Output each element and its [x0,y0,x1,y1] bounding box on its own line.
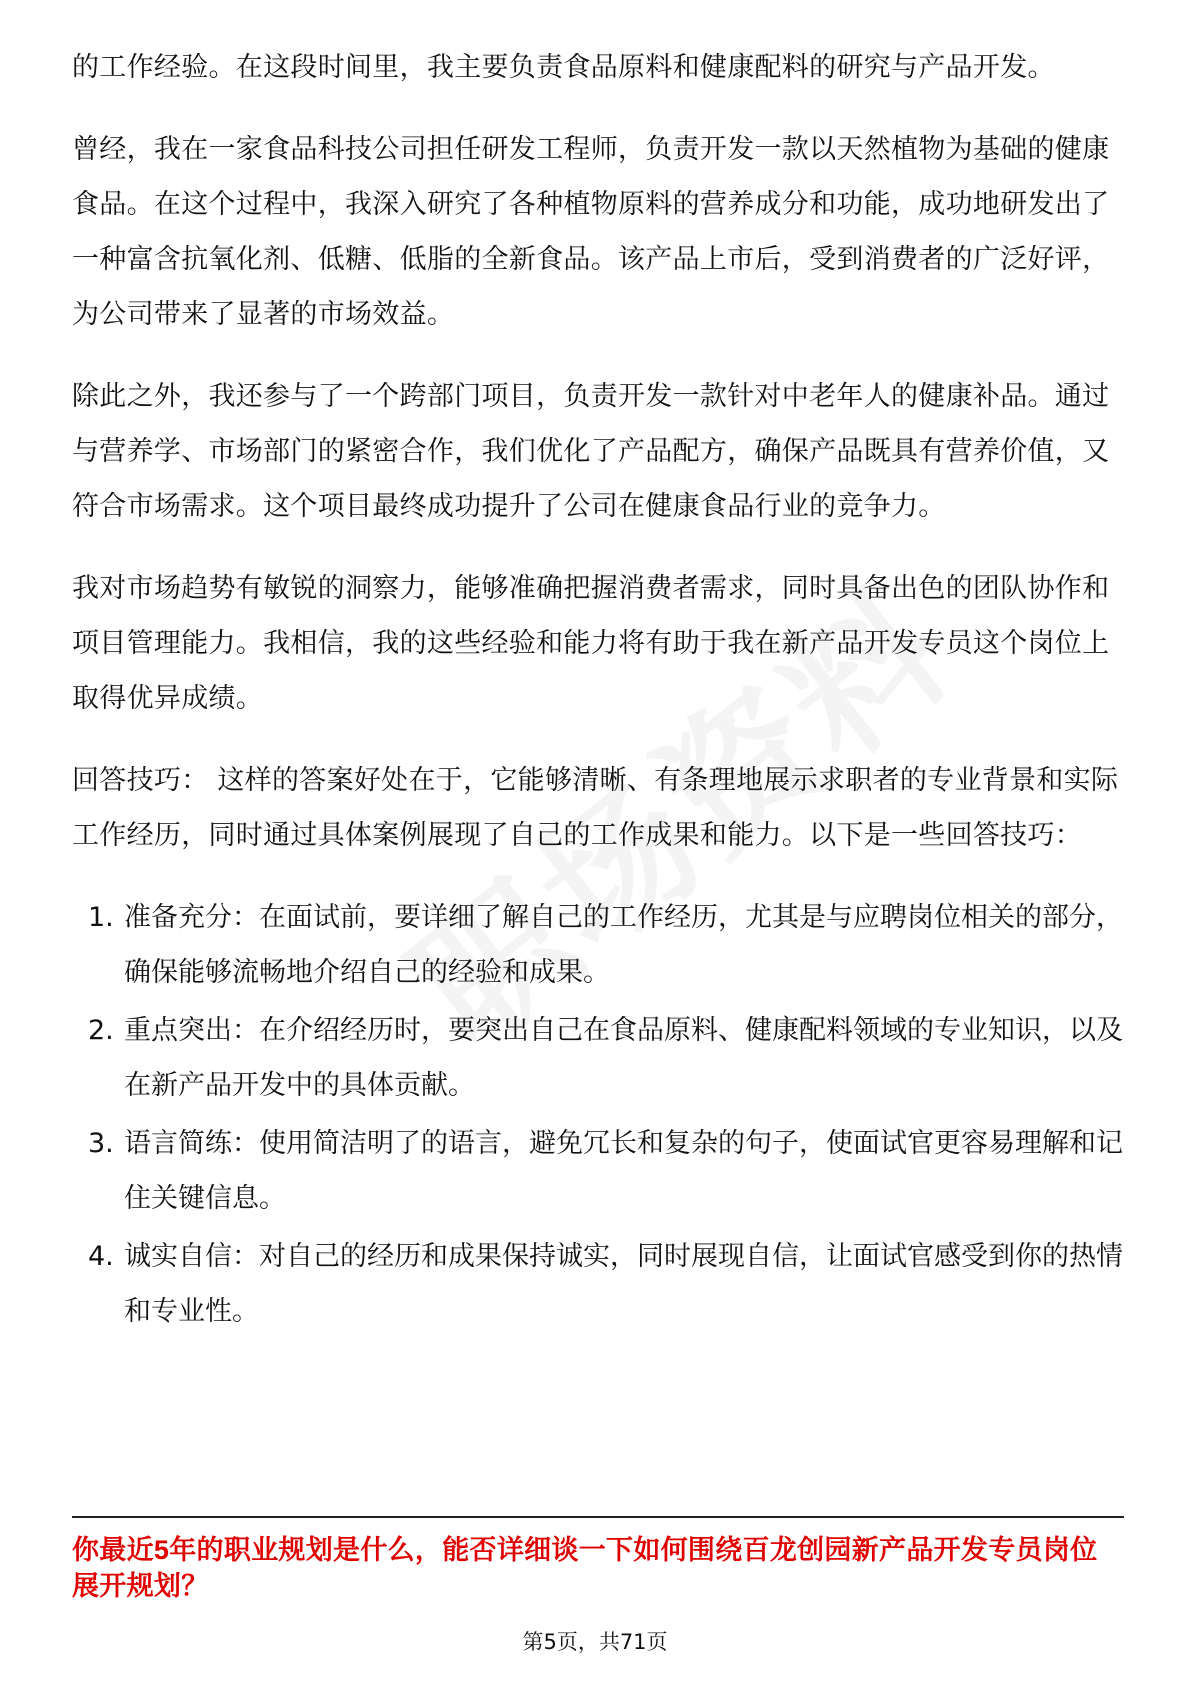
tips-list [72,890,1124,1339]
list-item [72,1116,1124,1226]
page-number-footer: 第5页，共71页 [522,1630,668,1654]
list-item-text: 语言简练：使用简洁明了的语言，避免冗长和复杂的句子，使面试官更容易理解和记住关键信息。 [124,1128,1123,1214]
list-item-number: 3. [88,1128,114,1159]
list-item-text: 诚实自信：对自己的经历和成果保持诚实，同时展现自信，让面试官感受到你的热情和专业性。 [124,1241,1123,1327]
paragraph-answer-tips: 回答技巧： 这样的答案好处在于，它能够清晰、有条理地展示求职者的专业背景和实际工作经历，同时通过具体案例展现了自己的工作成果和能力。以下是一些回答技巧： [72,765,1119,851]
section-divider [72,1516,1124,1518]
page-content [72,40,1124,1342]
paragraph-cross-department: 除此之外，我还参与了一个跨部门项目，负责开发一款针对中老年人的健康补品。通过与营养学、市场部门的紧密合作，我们优化了产品配方，确保产品既具有营养价值，又符合市场需求。这个项目最终成功提升了公司在健康食品行业的竞争力。 [72,381,1110,522]
list-item [72,1229,1124,1339]
list-item-number: 1. [88,902,114,933]
list-item-number: 2. [88,1015,114,1046]
next-question-heading: 你最近5年的职业规划是什么，能否详细谈一下如何围绕百龙创园新产品开发专员岗位展开规划？ [72,1535,1098,1601]
list-item [72,1003,1124,1113]
list-item-text: 重点突出：在介绍经历时，要突出自己在食品原料、健康配料领域的专业知识，以及在新产品开发中的具体贡献。 [124,1015,1123,1101]
list-item [72,890,1124,1000]
list-item-number: 4. [88,1241,114,1272]
paragraph-rd-engineer: 曾经，我在一家食品科技公司担任研发工程师，负责开发一款以天然植物为基础的健康食品。在这个过程中，我深入研究了各种植物原料的营养成分和功能，成功地研发出了一种富含抗氧化剂、低糖、低脂的全新食品。该产品上市后，受到消费者的广泛好评，为公司带来了显著的市场效益。 [72,134,1110,330]
paragraph-abilities: 我对市场趋势有敏锐的洞察力，能够准确把握消费者需求，同时具备出色的团队协作和项目管理能力。我相信，我的这些经验和能力将有助于我在新产品开发专员这个岗位上取得优异成绩。 [72,573,1110,714]
list-item-text: 准备充分：在面试前，要详细了解自己的工作经历，尤其是与应聘岗位相关的部分，确保能够流畅地介绍自己的经验和成果。 [124,902,1123,988]
paragraph-experience-intro: 的工作经验。在这段时间里，我主要负责食品原料和健康配料的研究与产品开发。 [72,52,1055,83]
